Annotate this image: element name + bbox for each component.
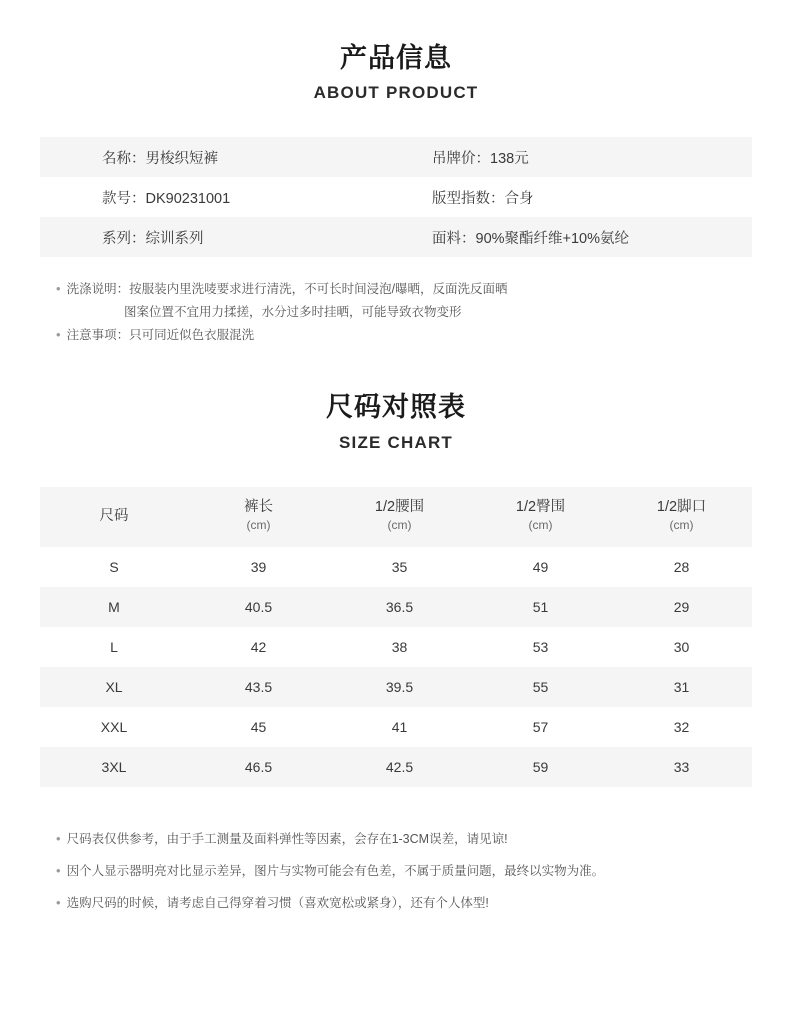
cell-cuff: 30 bbox=[673, 638, 690, 655]
header-unit: (cm) bbox=[387, 518, 412, 532]
cell-waist: 42.5 bbox=[385, 758, 414, 775]
footer-note-item bbox=[56, 893, 752, 913]
info-label: 名称： bbox=[102, 150, 146, 167]
info-label: 吊牌价： bbox=[432, 150, 490, 167]
table-row bbox=[40, 627, 752, 667]
header-unit: (cm) bbox=[669, 518, 694, 532]
bullet-icon: • bbox=[56, 862, 61, 878]
table-row bbox=[40, 177, 752, 217]
cell-length: 39 bbox=[250, 558, 267, 575]
care-note-label: 洗涤说明： bbox=[66, 282, 130, 297]
care-note-continuation: 图案位置不宜用力揉搓，水分过多时挂晒，可能导致衣物变形 bbox=[124, 304, 462, 319]
cell-size: S bbox=[109, 558, 119, 575]
table-row bbox=[40, 707, 752, 747]
cell-size: L bbox=[110, 638, 118, 655]
size-chart-header-hip bbox=[470, 487, 611, 547]
product-info-heading bbox=[0, 0, 792, 103]
info-value: DK90231001 bbox=[145, 190, 231, 207]
cell-size: XXL bbox=[100, 718, 128, 735]
care-note-item bbox=[56, 325, 752, 345]
product-info-table bbox=[40, 137, 752, 257]
cell-size: 3XL bbox=[101, 758, 127, 775]
size-chart-title-cn: 尺码对照表 bbox=[326, 392, 466, 423]
cell-waist: 36.5 bbox=[385, 598, 414, 615]
info-cell-style-no bbox=[40, 177, 396, 217]
care-note-text: 按服装内里洗唛要求进行清洗，不可长时间浸泡/曝晒，反面洗反面晒 bbox=[129, 282, 508, 297]
info-label: 款号： bbox=[102, 190, 146, 207]
cell-size: M bbox=[108, 598, 120, 615]
table-row bbox=[40, 137, 752, 177]
size-chart-footer-notes bbox=[40, 829, 752, 914]
info-value: 男梭织短裤 bbox=[145, 150, 218, 167]
footer-note-text: 选购尺码的时候，请考虑自己得穿着习惯（喜欢宽松或紧身），还有个人体型! bbox=[66, 896, 489, 911]
cell-length: 40.5 bbox=[244, 598, 273, 615]
cell-size: XL bbox=[105, 678, 123, 695]
table-row bbox=[40, 547, 752, 587]
cell-cuff: 28 bbox=[673, 558, 690, 575]
bullet-icon: • bbox=[56, 830, 61, 846]
size-chart-header-length bbox=[188, 487, 329, 547]
cell-length: 43.5 bbox=[244, 678, 273, 695]
footer-note-text: 尺码表仅供参考，由于手工测量及面料弹性等因素，会存在1-3CM误差，请见谅! bbox=[66, 831, 508, 846]
size-chart-header-size bbox=[40, 487, 188, 547]
cell-cuff: 32 bbox=[673, 718, 690, 735]
care-note-label: 注意事项： bbox=[66, 327, 130, 342]
size-chart-table bbox=[40, 487, 752, 787]
cell-waist: 38 bbox=[391, 638, 408, 655]
care-note-body bbox=[67, 279, 752, 299]
cell-length: 42 bbox=[250, 638, 267, 655]
header-main: 1/2脚口 bbox=[656, 498, 707, 515]
info-label: 版型指数： bbox=[432, 190, 505, 207]
size-chart-header-waist bbox=[329, 487, 470, 547]
footer-note-item bbox=[56, 861, 752, 881]
bullet-icon: • bbox=[56, 326, 61, 342]
table-header-row bbox=[40, 487, 752, 547]
table-row bbox=[40, 217, 752, 257]
info-cell-name bbox=[40, 137, 396, 177]
product-info-title-cn: 产品信息 bbox=[340, 43, 452, 73]
info-cell-series bbox=[40, 217, 396, 257]
cell-hip: 53 bbox=[532, 638, 549, 655]
header-main: 尺码 bbox=[99, 508, 129, 525]
table-row bbox=[40, 667, 752, 707]
size-chart-title-en: SIZE CHART bbox=[339, 432, 453, 452]
header-main: 1/2臀围 bbox=[515, 498, 566, 515]
cell-length: 46.5 bbox=[244, 758, 273, 775]
cell-length: 45 bbox=[250, 718, 267, 735]
care-note-body bbox=[67, 325, 752, 345]
cell-hip: 57 bbox=[532, 718, 549, 735]
cell-cuff: 33 bbox=[673, 758, 690, 775]
cell-hip: 49 bbox=[532, 558, 549, 575]
cell-waist: 35 bbox=[391, 558, 408, 575]
info-value: 90%聚酯纤维+10%氨纶 bbox=[475, 230, 630, 247]
cell-hip: 55 bbox=[532, 678, 549, 695]
footer-note-text: 因个人显示器明亮对比显示差异，图片与实物可能会有色差，不属于质量问题，最终以实物为准。 bbox=[66, 863, 605, 878]
cell-waist: 39.5 bbox=[385, 678, 414, 695]
care-note-text: 只可同近似色衣服混洗 bbox=[129, 327, 255, 342]
care-note-item bbox=[56, 279, 752, 299]
info-label: 系列： bbox=[102, 230, 146, 247]
cell-waist: 41 bbox=[391, 718, 408, 735]
info-cell-fit-index bbox=[396, 177, 752, 217]
info-label: 面料： bbox=[432, 230, 476, 247]
table-row bbox=[40, 747, 752, 787]
footer-note-item bbox=[56, 829, 752, 849]
info-value: 综训系列 bbox=[145, 230, 204, 247]
cell-cuff: 29 bbox=[673, 598, 690, 615]
cell-hip: 59 bbox=[532, 758, 549, 775]
cell-hip: 51 bbox=[532, 598, 549, 615]
info-cell-price bbox=[396, 137, 752, 177]
bullet-icon: • bbox=[56, 281, 61, 297]
info-value: 合身 bbox=[504, 190, 534, 207]
header-main: 裤长 bbox=[244, 498, 273, 515]
info-value: 138元 bbox=[490, 150, 529, 167]
product-info-title-en: ABOUT PRODUCT bbox=[313, 83, 479, 103]
cell-cuff: 31 bbox=[673, 678, 690, 695]
care-notes bbox=[40, 279, 752, 345]
info-cell-fabric bbox=[396, 217, 752, 257]
header-main: 1/2腰围 bbox=[374, 498, 425, 515]
bullet-icon: • bbox=[56, 895, 61, 911]
header-unit: (cm) bbox=[246, 518, 271, 532]
table-row bbox=[40, 587, 752, 627]
size-chart-heading bbox=[0, 347, 792, 452]
size-chart-header-cuff bbox=[611, 487, 752, 547]
header-unit: (cm) bbox=[528, 518, 553, 532]
